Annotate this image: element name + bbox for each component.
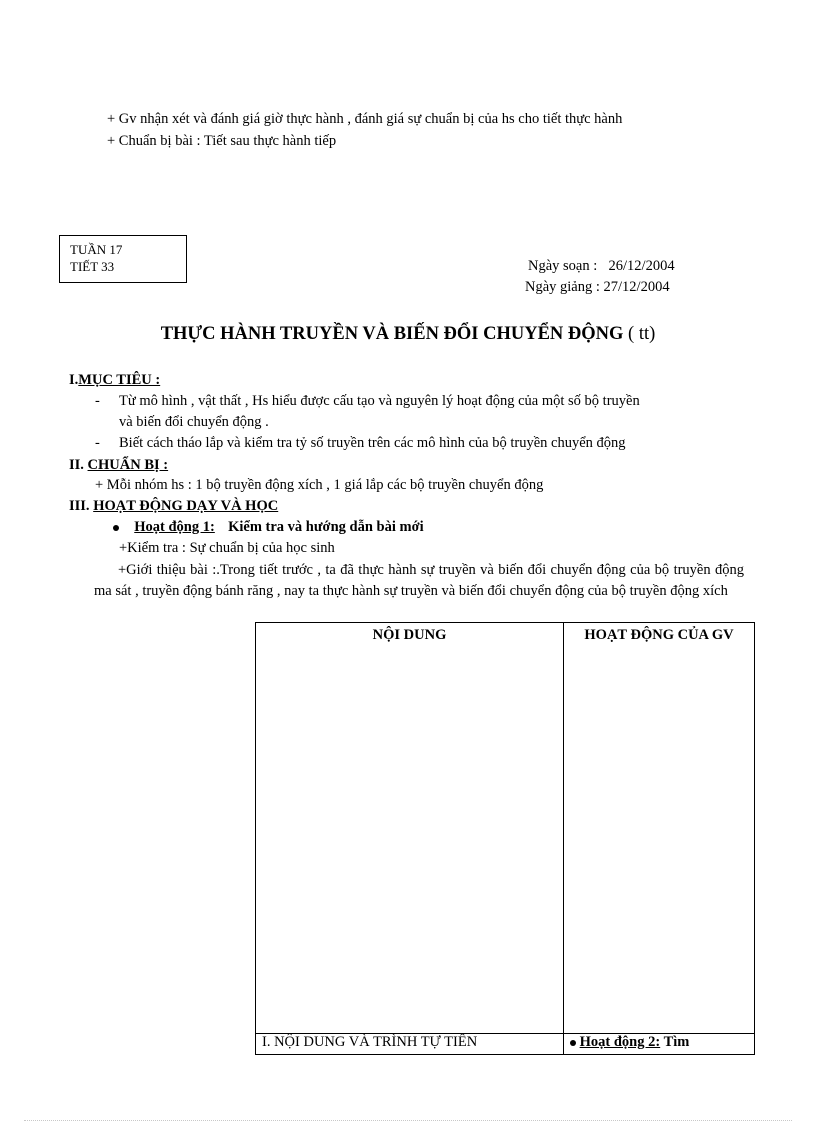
section-2-number: II. bbox=[69, 457, 84, 473]
prep-date-value: 26/12/2004 bbox=[608, 258, 675, 274]
week-period-box bbox=[59, 235, 187, 283]
content-column-header: NỘI DUNG bbox=[256, 623, 564, 1034]
intro-paragraph: +Giới thiệu bài :.Trong tiết trước , ta đã thực hành sự truyền và biến đổi chuyển động của bộ truyền động ma sát , truyền động bánh răng , nay ta thực hành sự truyền và biến đổi chuyển động của bộ truyền động xích bbox=[94, 562, 744, 599]
title-suffix: ( tt) bbox=[628, 324, 656, 344]
activity-2-label: Hoạt động 2: bbox=[579, 1034, 661, 1050]
section-2-title: CHUẨN BỊ : bbox=[87, 457, 169, 473]
bullet-icon bbox=[113, 525, 119, 531]
closing-line-2: + Chuẩn bị bài : Tiết sau thực hành tiếp bbox=[107, 133, 337, 149]
activity-2-rest: Tìm bbox=[660, 1034, 690, 1050]
teach-date-value: 27/12/2004 bbox=[603, 279, 670, 295]
teach-date-line bbox=[525, 279, 670, 296]
table-header-row bbox=[256, 623, 755, 1034]
section-3-heading bbox=[69, 498, 278, 515]
list-dash: - bbox=[95, 435, 100, 451]
page-title bbox=[0, 324, 816, 345]
activity-1-label: Hoạt động 1: bbox=[134, 519, 215, 535]
bullet-icon bbox=[570, 1040, 576, 1046]
section-3-title: HOẠT ĐỘNG DẠY VÀ HỌC bbox=[93, 498, 279, 514]
section-1-heading bbox=[69, 372, 160, 389]
objective-2: Biết cách tháo lắp và kiểm tra tỷ số truyền trên các mô hình của bộ truyền chuyển động bbox=[119, 435, 626, 451]
prep-date-line bbox=[528, 258, 675, 275]
section-1-number: I. bbox=[69, 372, 79, 388]
check-line: +Kiểm tra : Sự chuẩn bị của học sinh bbox=[119, 540, 335, 556]
objective-1-line-2: và biến đổi chuyển động . bbox=[119, 414, 269, 430]
title-main: THỰC HÀNH TRUYỀN VÀ BIẾN ĐỔI CHUYỂN ĐỘNG bbox=[160, 324, 624, 344]
objective-1-line-1: Từ mô hình , vật thất , Hs hiểu được cấu tạo và nguyên lý hoạt động của một số bộ truyền bbox=[119, 393, 640, 409]
teach-date-label: Ngày giảng : bbox=[525, 279, 600, 295]
list-dash: - bbox=[95, 393, 100, 409]
teacher-activity-column-header: HOẠT ĐỘNG CỦA GV bbox=[564, 623, 755, 1034]
prep-date-label: Ngày soạn : bbox=[528, 258, 598, 274]
section-2-heading bbox=[69, 457, 168, 474]
page-bottom-divider bbox=[24, 1120, 792, 1121]
activity-1-line bbox=[113, 519, 424, 536]
closing-line-1: + Gv nhận xét và đánh giá giờ thực hành , đánh giá sự chuẩn bị của hs cho tiết thực hành bbox=[107, 111, 623, 127]
preparation-item: + Mỗi nhóm hs : 1 bộ truyền động xích , 1 giá lắp các bộ truyền chuyển động bbox=[95, 477, 544, 493]
week-number: TUẦN 17 bbox=[70, 242, 123, 257]
activity-1-title: Kiểm tra và hướng dẫn bài mới bbox=[228, 519, 424, 535]
teacher-activity-cell bbox=[564, 1034, 755, 1055]
period-number: TIẾT 33 bbox=[70, 259, 115, 274]
section-1-title: MỤC TIÊU : bbox=[78, 372, 161, 388]
section-3-number: III. bbox=[69, 498, 90, 514]
table-row bbox=[256, 1034, 755, 1055]
content-cell: I. NỘI DUNG VÀ TRÌNH TỰ TIẾN bbox=[256, 1034, 564, 1055]
activity-table bbox=[255, 622, 755, 1055]
